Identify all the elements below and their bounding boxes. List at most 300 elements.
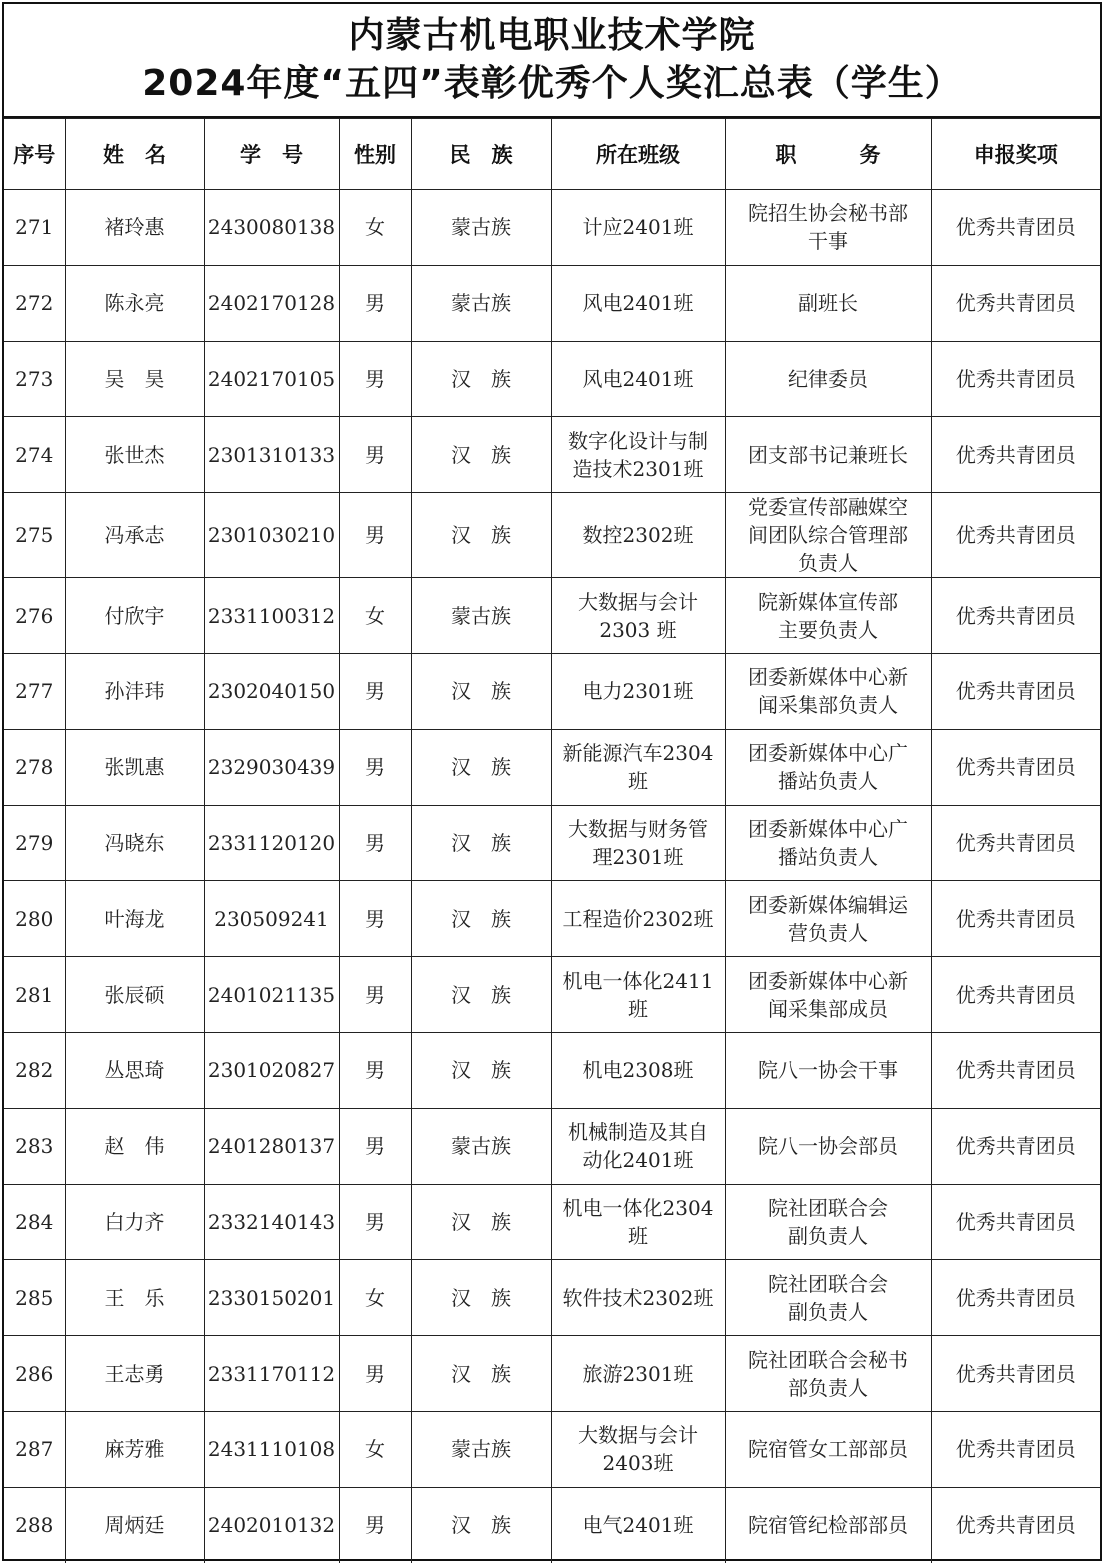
cell-ethnicity-text: 蒙古族: [451, 291, 511, 316]
cell-gender: [339, 341, 411, 417]
cell-gender: [339, 881, 411, 957]
cell-serial: [4, 881, 65, 957]
cell-ethnicity-text: 汉 族: [451, 366, 511, 391]
cell-student-id: [204, 729, 339, 805]
cell-ethnicity: [411, 341, 551, 417]
cell-award: [931, 1108, 1100, 1184]
cell-gender: [339, 1411, 411, 1487]
cell-position-text: 院八一协会干事: [758, 1058, 898, 1083]
cell-serial-text: 278: [15, 755, 54, 780]
table-row: [4, 1032, 1100, 1108]
cell-position-text: 院宿管女工部部员: [748, 1437, 908, 1462]
document-title-line1: 内蒙古机电职业技术学院: [348, 15, 756, 56]
table-row: [4, 1184, 1100, 1260]
cell-class: [551, 493, 725, 578]
cell-gender-text: 男: [365, 291, 385, 316]
cell-position-text: 纪律委员: [788, 366, 868, 391]
cell-gender-text: 男: [365, 755, 385, 780]
cell-student-id: [204, 341, 339, 417]
cell-ethnicity-text: 蒙古族: [451, 1437, 511, 1462]
cell-class: [551, 1411, 725, 1487]
cell-gender-text: 男: [365, 523, 385, 548]
cell-award: [931, 805, 1100, 881]
cell-serial-text: 279: [15, 830, 54, 855]
table-row: [4, 653, 1100, 729]
cell-serial: [4, 805, 65, 881]
cell-class: [551, 190, 725, 266]
cell-serial: [4, 265, 65, 341]
cell-name: [65, 1260, 204, 1336]
cell-name-text: 吴 昊: [104, 366, 165, 391]
cell-serial-text: 272: [15, 291, 54, 316]
cell-class-text: 软件技术2302班: [562, 1285, 714, 1310]
table-row: [4, 957, 1100, 1033]
cell-ethnicity: [411, 881, 551, 957]
cell-name: [65, 653, 204, 729]
cell-ethnicity-text: 汉 族: [451, 1058, 511, 1083]
cell-class-text: 大数据与会计 2303 班: [578, 589, 698, 642]
cell-class: [551, 1487, 725, 1563]
cell-award: [931, 190, 1100, 266]
cell-gender-text: 男: [365, 982, 385, 1007]
cell-class-text: 数字化设计与制 造技术2301班: [568, 428, 708, 481]
cell-position-text: 院新媒体宣传部 主要负责人: [758, 589, 898, 642]
cell-name: [65, 265, 204, 341]
cell-serial: [4, 493, 65, 578]
document-page: [2, 2, 1102, 1561]
cell-name-text: 孙沣玮: [104, 679, 165, 704]
cell-gender: [339, 1032, 411, 1108]
cell-class: [551, 805, 725, 881]
cell-position-text: 团委新媒体中心广 播站负责人: [748, 741, 908, 794]
cell-student-id-text: 230509241: [214, 906, 329, 931]
cell-gender: [339, 1260, 411, 1336]
cell-position-text: 院社团联合会 副负责人: [768, 1271, 888, 1324]
cell-gender-text: 女: [365, 1285, 385, 1310]
cell-student-id: [204, 1336, 339, 1412]
table-row: [4, 1487, 1100, 1563]
cell-award: [931, 265, 1100, 341]
cell-class-text: 电力2301班: [582, 679, 694, 704]
col-header-name: 姓 名: [65, 119, 204, 190]
cell-serial-text: 275: [15, 523, 54, 548]
cell-gender: [339, 265, 411, 341]
cell-name-text: 丛思琦: [104, 1058, 165, 1083]
cell-position: [725, 957, 931, 1033]
cell-serial: [4, 1336, 65, 1412]
cell-student-id-text: 2401021135: [207, 982, 336, 1007]
col-header-serial: 序号: [4, 119, 65, 190]
cell-position-text: 院宿管纪检部部员: [748, 1513, 908, 1538]
cell-award: [931, 729, 1100, 805]
cell-position: [725, 881, 931, 957]
cell-award: [931, 881, 1100, 957]
cell-serial-text: 273: [15, 366, 54, 391]
cell-serial-text: 276: [15, 603, 54, 628]
cell-award-text: 优秀共青团员: [955, 1361, 1076, 1386]
cell-name-text: 麻芳雅: [104, 1437, 165, 1462]
cell-award-text: 优秀共青团员: [955, 755, 1076, 780]
cell-serial: [4, 729, 65, 805]
cell-award: [931, 1032, 1100, 1108]
table-row: [4, 1108, 1100, 1184]
cell-gender-text: 女: [365, 603, 385, 628]
table-row: [4, 493, 1100, 578]
cell-ethnicity: [411, 1108, 551, 1184]
cell-student-id-text: 2301020827: [207, 1058, 336, 1083]
cell-name: [65, 341, 204, 417]
cell-name-text: 叶海龙: [104, 906, 165, 931]
cell-serial-text: 288: [15, 1513, 54, 1538]
cell-class-text: 新能源汽车2304 班: [562, 741, 714, 794]
cell-name-text: 白力齐: [104, 1209, 165, 1234]
cell-student-id: [204, 957, 339, 1033]
cell-award: [931, 1411, 1100, 1487]
cell-ethnicity-text: 汉 族: [451, 1513, 511, 1538]
cell-gender: [339, 1108, 411, 1184]
cell-ethnicity: [411, 805, 551, 881]
cell-student-id-text: 2331120120: [207, 830, 336, 855]
cell-ethnicity-text: 蒙古族: [451, 215, 511, 240]
cell-student-id: [204, 881, 339, 957]
cell-ethnicity-text: 汉 族: [451, 1361, 511, 1386]
cell-position: [725, 1184, 931, 1260]
col-header-class: 所在班级: [551, 119, 725, 190]
cell-class: [551, 653, 725, 729]
title-block: [4, 4, 1100, 118]
col-header-award: 申报奖项: [931, 119, 1100, 190]
cell-award-text: 优秀共青团员: [955, 291, 1076, 316]
cell-position-text: 团委新媒体编辑运 营负责人: [748, 892, 908, 945]
cell-position: [725, 1108, 931, 1184]
cell-gender: [339, 1487, 411, 1563]
cell-position-text: 院社团联合会秘书 部负责人: [748, 1347, 908, 1400]
cell-student-id-text: 2330150201: [207, 1285, 336, 1310]
table-row: [4, 881, 1100, 957]
cell-award: [931, 957, 1100, 1033]
cell-award: [931, 341, 1100, 417]
cell-award-text: 优秀共青团员: [955, 1134, 1076, 1159]
cell-ethnicity-text: 汉 族: [451, 679, 511, 704]
cell-position: [725, 341, 931, 417]
cell-student-id: [204, 653, 339, 729]
cell-ethnicity-text: 汉 族: [451, 442, 511, 467]
cell-position-text: 副班长: [798, 291, 858, 316]
cell-gender: [339, 1184, 411, 1260]
cell-position: [725, 493, 931, 578]
cell-class-text: 机电2308班: [582, 1058, 694, 1083]
cell-gender-text: 男: [365, 1513, 385, 1538]
cell-student-id-text: 2301310133: [207, 442, 336, 467]
cell-serial-text: 280: [15, 906, 54, 931]
cell-class-text: 机械制造及其自 动化2401班: [568, 1120, 708, 1173]
table-body: [4, 190, 1100, 1564]
cell-position-text: 团支部书记兼班长: [748, 442, 908, 467]
cell-serial: [4, 341, 65, 417]
cell-award: [931, 1260, 1100, 1336]
cell-student-id: [204, 265, 339, 341]
cell-name: [65, 1487, 204, 1563]
cell-award-text: 优秀共青团员: [955, 1285, 1076, 1310]
cell-position: [725, 1032, 931, 1108]
cell-award-text: 优秀共青团员: [955, 442, 1076, 467]
cell-award-text: 优秀共青团员: [955, 215, 1076, 240]
cell-serial: [4, 957, 65, 1033]
cell-position-text: 院八一协会部员: [758, 1134, 898, 1159]
cell-ethnicity: [411, 729, 551, 805]
table-row: [4, 190, 1100, 266]
cell-ethnicity-text: 汉 族: [451, 523, 511, 548]
table-row: [4, 417, 1100, 493]
cell-name: [65, 493, 204, 578]
cell-award: [931, 653, 1100, 729]
cell-position-text: 院社团联合会 副负责人: [768, 1195, 888, 1248]
cell-gender: [339, 653, 411, 729]
cell-gender-text: 男: [365, 366, 385, 391]
cell-student-id-text: 2302040150: [207, 679, 336, 704]
cell-gender-text: 男: [365, 1134, 385, 1159]
cell-student-id-text: 2331100312: [207, 603, 336, 628]
cell-name-text: 冯承志: [104, 523, 165, 548]
cell-name: [65, 1336, 204, 1412]
cell-ethnicity-text: 汉 族: [451, 830, 511, 855]
table-row: [4, 341, 1100, 417]
cell-name-text: 张辰硕: [104, 982, 165, 1007]
cell-gender: [339, 493, 411, 578]
document-title-line2: 2024年度“五四”表彰优秀个人奖汇总表（学生）: [142, 63, 962, 104]
cell-ethnicity: [411, 578, 551, 654]
cell-position-text: 团委新媒体中心新 闻采集部成员: [748, 968, 908, 1021]
cell-gender: [339, 1336, 411, 1412]
cell-class-text: 风电2401班: [582, 366, 694, 391]
cell-student-id-text: 2431110108: [207, 1437, 336, 1462]
cell-gender: [339, 190, 411, 266]
cell-award-text: 优秀共青团员: [955, 679, 1076, 704]
cell-ethnicity-text: 汉 族: [451, 982, 511, 1007]
cell-class-text: 风电2401班: [582, 291, 694, 316]
cell-student-id: [204, 1260, 339, 1336]
cell-class: [551, 1032, 725, 1108]
cell-award-text: 优秀共青团员: [955, 1058, 1076, 1083]
cell-position: [725, 417, 931, 493]
cell-position: [725, 1336, 931, 1412]
table-row: [4, 578, 1100, 654]
table-row: [4, 805, 1100, 881]
cell-name: [65, 417, 204, 493]
cell-student-id-text: 2332140143: [207, 1209, 336, 1234]
cell-ethnicity-text: 汉 族: [451, 755, 511, 780]
cell-name-text: 张世杰: [104, 442, 165, 467]
cell-position: [725, 729, 931, 805]
cell-award-text: 优秀共青团员: [955, 830, 1076, 855]
cell-name: [65, 729, 204, 805]
cell-position: [725, 653, 931, 729]
cell-serial: [4, 578, 65, 654]
cell-class-text: 大数据与财务管 理2301班: [568, 816, 708, 869]
table-row: [4, 265, 1100, 341]
cell-serial-text: 283: [15, 1134, 54, 1159]
cell-gender-text: 男: [365, 1209, 385, 1234]
cell-serial: [4, 1108, 65, 1184]
cell-position-text: 团委新媒体中心广 播站负责人: [748, 816, 908, 869]
cell-gender-text: 男: [365, 442, 385, 467]
cell-name: [65, 1411, 204, 1487]
cell-award-text: 优秀共青团员: [955, 982, 1076, 1007]
cell-serial-text: 271: [15, 215, 54, 240]
cell-serial-text: 284: [15, 1209, 54, 1234]
cell-student-id-text: 2430080138: [207, 215, 336, 240]
cell-gender-text: 女: [365, 1437, 385, 1462]
cell-serial: [4, 190, 65, 266]
cell-student-id: [204, 190, 339, 266]
col-header-student-id: 学 号: [204, 119, 339, 190]
cell-ethnicity: [411, 1336, 551, 1412]
cell-student-id: [204, 1411, 339, 1487]
cell-class-text: 电气2401班: [582, 1513, 694, 1538]
table-row: [4, 1411, 1100, 1487]
cell-class: [551, 578, 725, 654]
cell-award-text: 优秀共青团员: [955, 523, 1076, 548]
cell-name-text: 冯晓东: [104, 830, 165, 855]
cell-position: [725, 1260, 931, 1336]
cell-award-text: 优秀共青团员: [955, 906, 1076, 931]
cell-student-id: [204, 1184, 339, 1260]
cell-name: [65, 805, 204, 881]
cell-ethnicity-text: 汉 族: [451, 1285, 511, 1310]
cell-serial-text: 277: [15, 679, 54, 704]
cell-gender-text: 男: [365, 830, 385, 855]
cell-serial: [4, 1487, 65, 1563]
cell-position: [725, 1487, 931, 1563]
cell-name-text: 周炳廷: [104, 1513, 165, 1538]
cell-ethnicity: [411, 265, 551, 341]
table-row: [4, 1336, 1100, 1412]
cell-serial-text: 282: [15, 1058, 54, 1083]
cell-student-id-text: 2331170112: [207, 1361, 336, 1386]
cell-serial: [4, 1184, 65, 1260]
cell-serial-text: 287: [15, 1437, 54, 1462]
cell-award: [931, 1487, 1100, 1563]
cell-position: [725, 190, 931, 266]
cell-student-id: [204, 417, 339, 493]
cell-gender: [339, 957, 411, 1033]
cell-award: [931, 578, 1100, 654]
col-header-gender: 性别: [339, 119, 411, 190]
cell-name: [65, 957, 204, 1033]
cell-class: [551, 341, 725, 417]
cell-name: [65, 881, 204, 957]
cell-award-text: 优秀共青团员: [955, 1209, 1076, 1234]
cell-position: [725, 1411, 931, 1487]
cell-serial-text: 286: [15, 1361, 54, 1386]
cell-award: [931, 1184, 1100, 1260]
cell-name-text: 张凯惠: [104, 755, 165, 780]
cell-class: [551, 1336, 725, 1412]
cell-class: [551, 1184, 725, 1260]
cell-gender: [339, 578, 411, 654]
cell-serial: [4, 1260, 65, 1336]
cell-class-text: 大数据与会计 2403班: [578, 1423, 698, 1476]
cell-gender: [339, 805, 411, 881]
cell-serial: [4, 1411, 65, 1487]
table-row: [4, 729, 1100, 805]
cell-award: [931, 493, 1100, 578]
cell-class: [551, 881, 725, 957]
cell-name-text: 王志勇: [104, 1361, 165, 1386]
cell-class-text: 机电一体化2304 班: [562, 1195, 714, 1248]
cell-ethnicity: [411, 493, 551, 578]
cell-serial: [4, 653, 65, 729]
cell-class: [551, 1260, 725, 1336]
cell-ethnicity: [411, 190, 551, 266]
cell-name: [65, 578, 204, 654]
cell-student-id: [204, 805, 339, 881]
cell-ethnicity-text: 蒙古族: [451, 603, 511, 628]
cell-student-id: [204, 578, 339, 654]
cell-student-id: [204, 1487, 339, 1563]
cell-ethnicity-text: 蒙古族: [451, 1134, 511, 1159]
cell-ethnicity: [411, 1411, 551, 1487]
cell-award-text: 优秀共青团员: [955, 1513, 1076, 1538]
cell-student-id-text: 2402170128: [207, 291, 336, 316]
cell-student-id-text: 2402170105: [207, 366, 336, 391]
cell-class: [551, 417, 725, 493]
cell-serial-text: 281: [15, 982, 54, 1007]
cell-ethnicity: [411, 1260, 551, 1336]
cell-ethnicity-text: 汉 族: [451, 906, 511, 931]
cell-class: [551, 265, 725, 341]
cell-position-text: 党委宣传部融媒空 间团队综合管理部 负责人: [748, 495, 908, 576]
cell-position: [725, 578, 931, 654]
cell-award: [931, 1336, 1100, 1412]
cell-name: [65, 1108, 204, 1184]
cell-ethnicity: [411, 1032, 551, 1108]
cell-ethnicity: [411, 1487, 551, 1563]
cell-position-text: 团委新媒体中心新 闻采集部负责人: [748, 665, 908, 718]
cell-gender: [339, 417, 411, 493]
cell-class-text: 机电一体化2411 班: [562, 968, 714, 1021]
cell-ethnicity: [411, 957, 551, 1033]
cell-name-text: 付欣宇: [104, 603, 165, 628]
cell-student-id-text: 2301030210: [207, 523, 336, 548]
cell-name-text: 王 乐: [104, 1285, 165, 1310]
cell-class: [551, 1108, 725, 1184]
award-summary-table: [4, 118, 1100, 1563]
cell-award-text: 优秀共青团员: [955, 366, 1076, 391]
cell-position: [725, 265, 931, 341]
cell-class: [551, 729, 725, 805]
col-header-position: 职 务: [725, 119, 931, 190]
cell-student-id: [204, 1108, 339, 1184]
cell-name: [65, 1184, 204, 1260]
cell-gender-text: 男: [365, 906, 385, 931]
cell-ethnicity: [411, 653, 551, 729]
cell-name-text: 赵 伟: [104, 1134, 165, 1159]
cell-name: [65, 1032, 204, 1108]
cell-serial-text: 285: [15, 1285, 54, 1310]
cell-class-text: 数控2302班: [582, 523, 694, 548]
cell-position-text: 院招生协会秘书部 干事: [748, 201, 908, 254]
col-header-ethnicity: 民 族: [411, 119, 551, 190]
cell-student-id: [204, 1032, 339, 1108]
cell-student-id-text: 2402010132: [207, 1513, 336, 1538]
cell-name-text: 陈永亮: [104, 291, 165, 316]
cell-award-text: 优秀共青团员: [955, 1437, 1076, 1462]
cell-gender-text: 男: [365, 1058, 385, 1083]
cell-name: [65, 190, 204, 266]
cell-ethnicity: [411, 1184, 551, 1260]
cell-award: [931, 417, 1100, 493]
